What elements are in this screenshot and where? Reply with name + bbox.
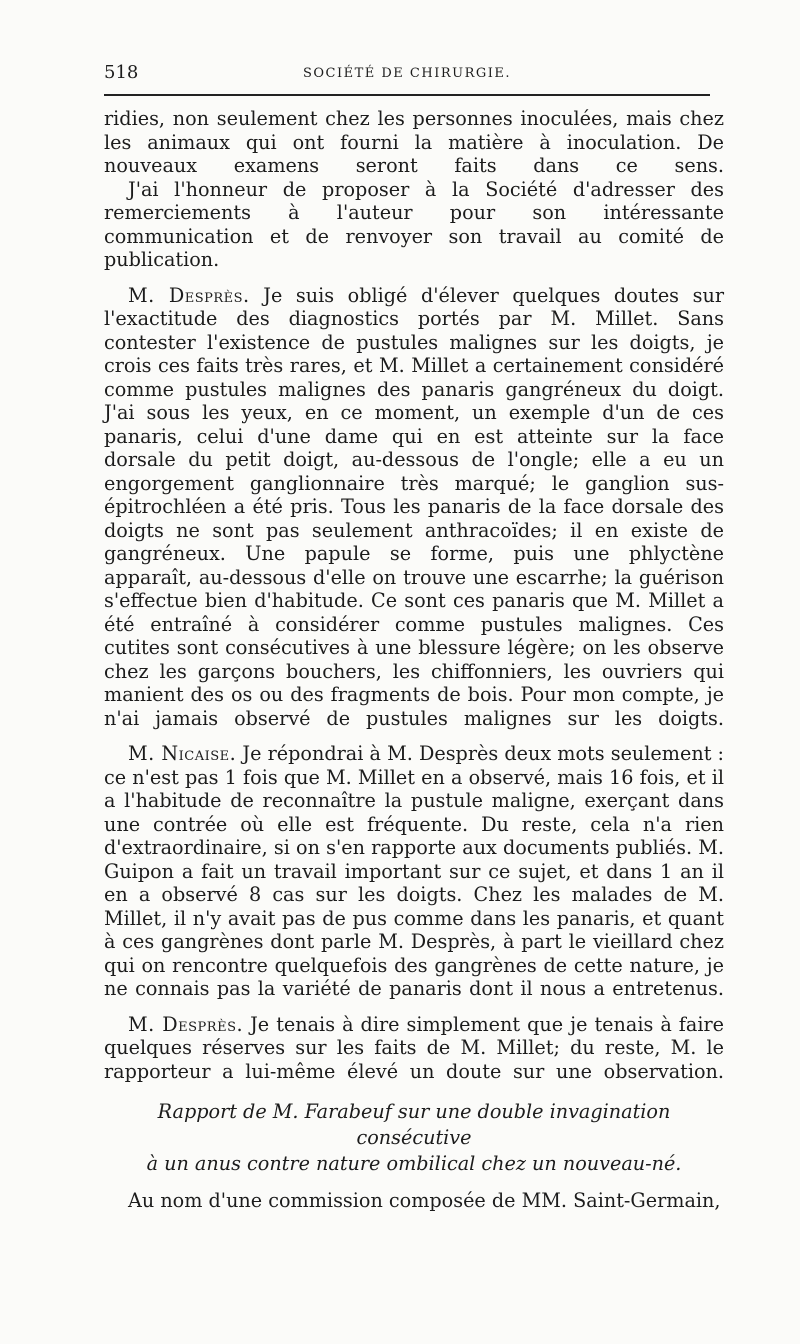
speaker-name: M. Nicaise. [128, 742, 237, 765]
page-header [104, 62, 710, 86]
paragraph-commission: Au nom d'une commission composée de MM. Saint-Germain, [128, 1189, 721, 1212]
speaker-name: M. Desprès. [128, 1012, 244, 1036]
page-number: 518 [104, 62, 139, 83]
report-title-line: Rapport de M. Farabeuf sur une double invagination consécutive [157, 1100, 671, 1149]
speaker-name: M. Desprès. [128, 283, 250, 307]
paragraph-text: Je suis obligé d'élever quelques doutes sur l'exactitude des diagnostics portés par M. Millet. Sans contester l'existence de pustules malignes sur les doigts, je crois ces faits très rares, et M. Millet a certainement considéré comme pustules malignes des panaris gangréneux du doigt. J'ai sous les yeux, en ce moment, un exemple d'un de ces panaris, celui d'une dame qui en est atteinte sur la face dorsale du petit doigt, au-dessous de l'ongle; elle a eu un engorgement ganglionnaire très marqué; le ganglion sus-épitrochléen a été pris. Tous les panaris de la face dorsale des doigts ne sont pas seulement anthracoïdes; il en existe de gangréneux. Une papule se forme, puis une phlyctène apparaît, au-dessous d'elle on trouve une escarrhe; la guérison s'effectue bien d'habitude. Ce sont ces panaris que M. Millet a été entraîné à considérer comme pustules malignes. Ces cutites sont consécutives à une blessure légère; on les observe chez les garçons bouchers, les chiffonniers, les ouvriers qui manient des os ou des fragments de bois. Pour mon compte, je n'ai jamais observé de pustules malignes sur les doigts. [104, 283, 725, 730]
paragraph-text: Je répondrai à M. Desprès deux mots seulement : ce n'est pas 1 fois que M. Millet en a observé, mais 16 fois, et il a l'habitude de reconnaître la pustule maligne, exerçant dans une contrée où elle est fréquente. Du reste, cela n'a rien d'extraordinaire, si on s'en rapporte aux documents publiés. M. Guipon a fait un travail important sur ce sujet, et dans 1 an il en a observé 8 cas sur les doigts. Chez les malades de M. Millet, il n'y avait pas de pus comme dans les panaris, et quant à ces gangrènes dont parle M. Desprès, à part le vieillard chez qui on rencontre quelquefois des gangrènes de cette nature, je ne connais pas la variété de panaris dont il nous a entretenus. [104, 742, 725, 1000]
paragraph-despres-2 [104, 1013, 724, 1084]
report-title [104, 1099, 724, 1177]
page-body [104, 107, 724, 1213]
paragraph-nicaise [104, 742, 724, 1001]
paragraph-text: Je tenais à dire simplement que je tenais à faire quelques réserves sur les faits de M. Millet; du reste, M. le rapporteur a lui-même élevé un doute sur une observation. [104, 1012, 724, 1083]
report-title-line: à un anus contre nature ombilical chez un nouveau-né. [146, 1152, 682, 1175]
paragraph-despres-1 [104, 284, 724, 731]
header-rule [104, 94, 710, 96]
paragraph-continuation: ridies, non seulement chez les personnes inoculées, mais chez les animaux qui ont fourni la matière à inoculation. De nouveaux examens seront faits dans ce sens. [104, 107, 724, 177]
running-title: SOCIÉTÉ DE CHIRURGIE. [302, 66, 512, 81]
paragraph-proposal: J'ai l'honneur de proposer à la Société d'adresser des remerciements à l'auteur pour son intéressante communication et de renvoyer son travail au comité de publication. [104, 177, 724, 271]
